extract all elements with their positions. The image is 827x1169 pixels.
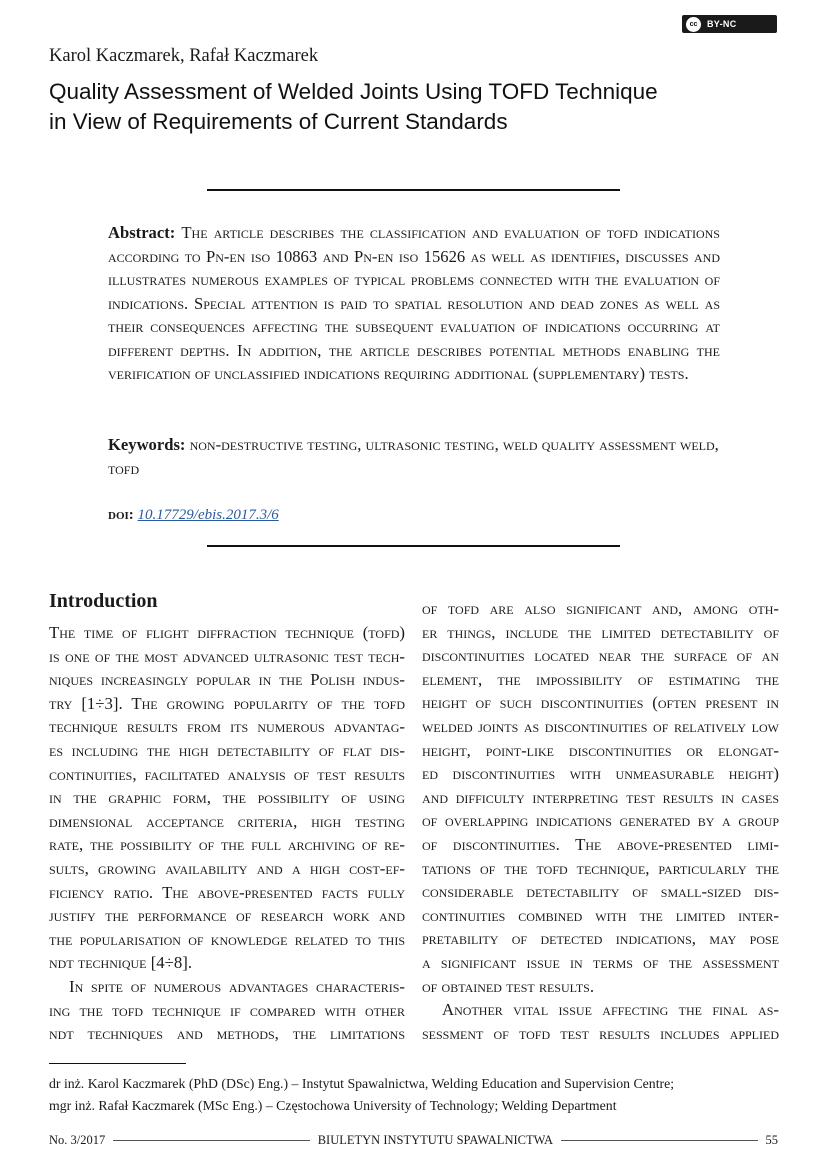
text-line: rate, the possibility of the full archiving of re- [49, 835, 405, 855]
footer-page-number: 55 [765, 1133, 779, 1147]
text-line: ficiency ratio. The above-presented facts fully [49, 882, 405, 902]
text-line: try [1÷3]. The growing popularity of the tofd [49, 693, 405, 713]
title-line-2: in View of Requirements of Current Standards [49, 109, 508, 134]
text-line: in the graphic form, the possibility of using [49, 788, 405, 808]
text-line: niques increasingly popular in the Polish indus- [49, 670, 405, 690]
text-line: the popularisation of knowledge related to this [49, 929, 405, 949]
footnotes [49, 1073, 674, 1117]
text-line: pretability of detected indications, may pose [422, 929, 779, 949]
text-line: continuities, facilitated analysis of test results [49, 764, 405, 784]
paper-title [49, 77, 789, 137]
creative-commons-icon: cc [686, 17, 701, 32]
footnote-author-1: dr inż. Karol Kaczmarek (PhD (DSc) Eng.) – Instytut Spawalnictwa, Welding Education and Supervision Centre; [49, 1076, 675, 1091]
text-line: sults, growing availability and a high cost-ef- [49, 858, 405, 878]
footer-journal: BIULETYN INSTYTUTU SPAWALNICTWA [317, 1133, 554, 1147]
footnote-author-2: mgr inż. Rafał Kaczmarek (MSc Eng.) – Częstochowa University of Technology; Welding Department [49, 1098, 617, 1113]
text-line: ndt techniques and methods, the limitations [49, 1024, 405, 1044]
text-line: is one of the most advanced ultrasonic test tech- [49, 646, 405, 666]
text-line: ndt technique [4÷8]. [49, 953, 193, 973]
text-line: and difficulty interpreting test results in cases [422, 787, 779, 807]
text-line: element, the impossibility of estimating the [422, 669, 779, 689]
text-line: dimensional acceptance criteria, high testing [49, 811, 405, 831]
text-line: of discontinuities. The above-presented limi- [422, 834, 779, 854]
text-line: a significant issue in terms of the assessment [422, 952, 779, 972]
left-column [49, 621, 405, 1046]
license-badge [682, 15, 777, 33]
authors: Karol Kaczmarek, Rafał Kaczmarek [49, 46, 319, 66]
footer-line-left [113, 1140, 309, 1141]
text-line: height of such discontinuities (often present in [422, 693, 779, 713]
text-line: ed discontinuities with unmeasurable height) [422, 764, 779, 784]
keywords [108, 433, 720, 480]
text-line: of tofd are also significant and, among oth- [422, 599, 779, 618]
text-line: In spite of numerous advantages characteris- [69, 976, 405, 996]
abstract-label: Abstract: [108, 223, 176, 242]
text-line: height, point-like discontinuities or elongat- [422, 740, 779, 760]
text-line: The time of flight diffraction technique (tofd) [49, 623, 405, 642]
license-label: BY-NC [707, 19, 737, 29]
text-line: of obtained test results. [422, 976, 595, 996]
footer-line-right [561, 1140, 757, 1141]
footnote-rule [49, 1063, 186, 1064]
doi-label: doi: [108, 507, 134, 523]
text-line: continuities combined with the limited inter- [422, 905, 779, 925]
abstract [108, 221, 720, 386]
text-line: tations of the tofd technique, particularly the [422, 858, 779, 878]
text-line: sessment of tofd test results includes applied [422, 1023, 779, 1043]
right-column [422, 597, 779, 1045]
section-heading-introduction: Introduction [49, 590, 158, 612]
text-line: Another vital issue affecting the final as- [442, 1000, 779, 1020]
divider-top [207, 189, 620, 191]
doi-link[interactable]: 10.17729/ebis.2017.3/6 [137, 507, 279, 523]
text-line: considerable detectability of small-sized dis- [422, 882, 779, 902]
abstract-text: The article describes the classification and evaluation of tofd indications according to Pn-en iso 10863 and Pn-en iso 15626 as well as identifies, discusses and illustrates numerous examples of typical problems connected with the evaluation of indications. Special attention is paid to spatial resolution and dead zones as well as their consequences affecting the subsequent evaluation of indications occurring at different depths. In addition, the article describes potential methods enabling the verification of unclassified indications requiring additional (supplementary) tests. [108, 223, 720, 383]
title-line-1: Quality Assessment of Welded Joints Using TOFD Technique [49, 79, 658, 104]
doi [108, 507, 279, 524]
text-line: ing the tofd technique if compared with other [49, 1000, 405, 1020]
text-line: er things, include the limited detectability of [422, 622, 779, 642]
text-line: justify the performance of research work and [49, 906, 405, 926]
text-line: technique results from its numerous advantag- [49, 717, 405, 737]
divider-bottom [207, 545, 620, 547]
text-line: welded joints as discontinuities of relatively low [422, 716, 779, 736]
keywords-text: non-destructive testing, ultrasonic testing, weld quality assessment weld, tofd [108, 435, 719, 478]
text-line: of overlapping indications generated by a group [422, 811, 779, 831]
footer-issue: No. 3/2017 [49, 1133, 106, 1147]
text-line: es including the high detectability of flat dis- [49, 740, 405, 760]
text-line: discontinuities located near the surface of an [422, 646, 779, 666]
page-footer [49, 1133, 778, 1148]
keywords-label: Keywords: [108, 435, 186, 454]
